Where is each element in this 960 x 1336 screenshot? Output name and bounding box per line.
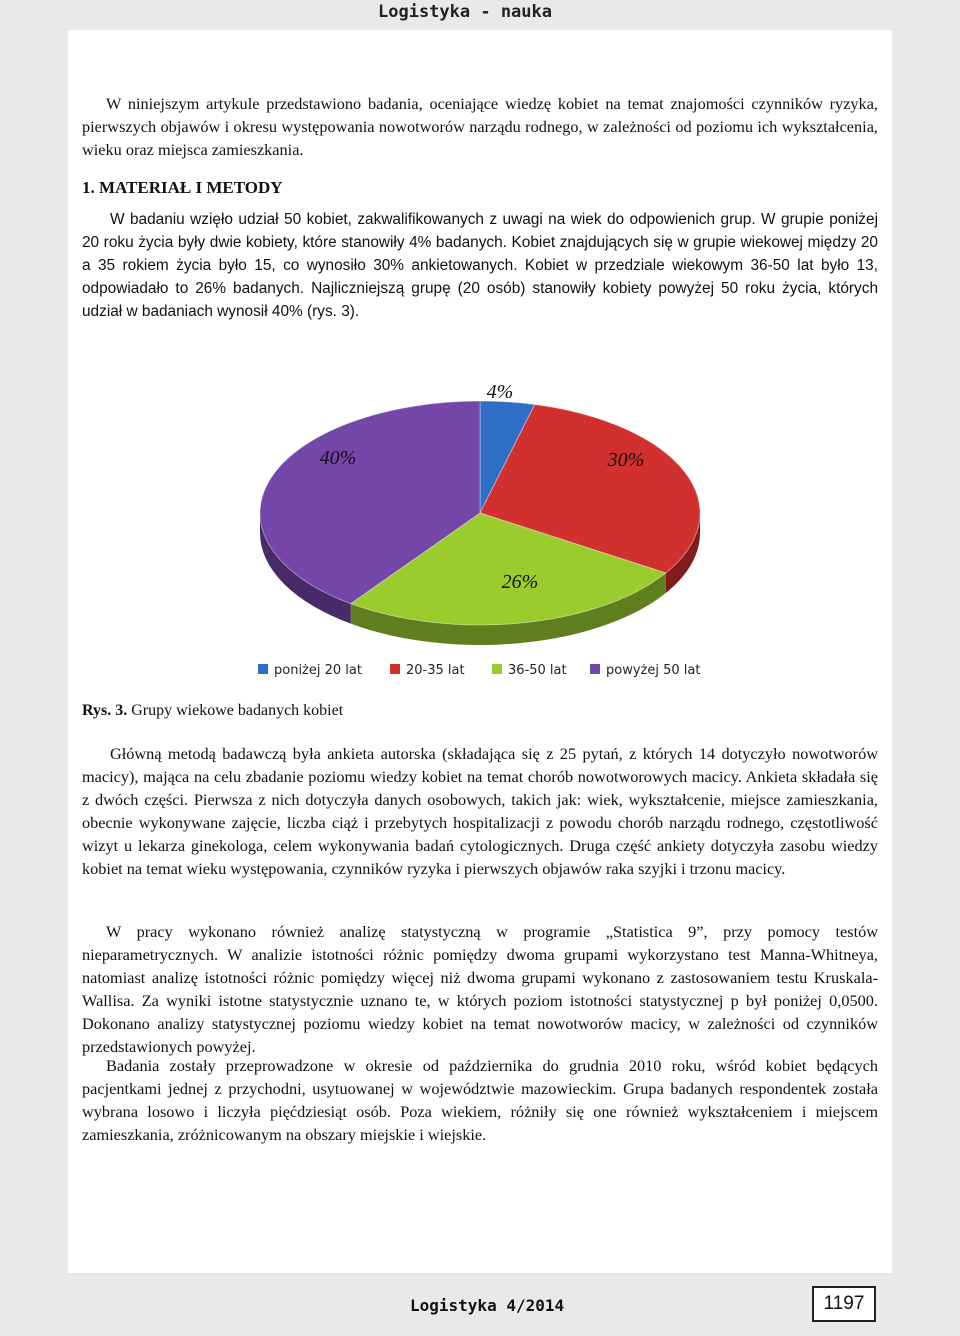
pie-data-label-0: 4% <box>486 381 514 403</box>
pie-data-label-2: 26% <box>501 571 539 593</box>
legend-label-0: poniżej 20 lat <box>274 663 362 678</box>
methods-paragraph: W badaniu wzięło udział 50 kobiet, zakwalifikowanych z uwagi na wiek do odpowienich grup. W grupie poniżej 20 roku życia były dwie kobiety, które stanowiły 4% badanych. Kobiet znajdujących się w grupie wiekowej między 20 a 35 rokiem życia było 15, co wynosiło 30% ankietowanych. Kobiet w przedziale wiekowym 36-50 lat było 13, odpowiadało to 26% badanych. Najliczniejszą grupę (20 osób) stanowiły kobiety powyżej 50 roku życia, których udział w badaniach wynosił 40% (rys. 3). <box>82 211 878 320</box>
pie-data-label-3: 40% <box>319 447 357 469</box>
pie-data-label-1: 30% <box>607 449 645 471</box>
body-paragraph-2: W pracy wykonano również analizę statystyczną w programie „Statistica 9”, przy pomocy testów nieparametrycznych. W analizie istotności różnic pomiędzy dwoma grupami wykorzystano test Manna-Whitneya, natomiast analizę istotności różnic pomiędzy więcej niż dwoma grupami wykonano z zastosowaniem testu Kruskala-Wallisa. Za wyniki istotne statystycznie uznano te, w których poziom istotności statystycznej p był poniżej 0,0500. Dokonano analizy statystycznej poziomu wiedzy kobiet na temat nowotworów macicy, w zależności od czynników przedstawionych powyżej. <box>82 922 878 1056</box>
intro-paragraph: W niniejszym artykule przedstawiono badania, oceniające wiedzę kobiet na temat znajomości czynników ryzyka, pierwszych objawów i okresu występowania nowotworów narządu rodnego, w zależności od poziomu ich wykształcenia, wieku oraz miejsca zamieszkania. <box>82 94 878 159</box>
caption-label: Rys. 3. <box>82 702 128 719</box>
body-paragraph-3: Badania zostały przeprowadzone w okresie od października do grudnia 2010 roku, wśród kobiet będących pacjentkami jednej z przychodni, usytuowanej w województwie mazowieckim. Grupa badanych respondentek została wybrana losowo i liczyła pięćdziesiąt osób. Poza wiekiem, różniły się one również wykształceniem i miejscem zamieszkania, zróżnicowanym na obszary miejskie i wiejskie. <box>82 1056 878 1144</box>
body-paragraph-1: Główną metodą badawczą była ankieta autorska (składająca się z 25 pytań, z których 14 dotyczyło nowotworów macicy), mająca na celu zbadanie poziomu wiedzy kobiet na temat chorób nowotworowych macicy. Ankieta składała się z dwóch części. Pierwsza z nich dotyczyła danych osobowych, takich jak: wiek, wykształcenie, miejsce zamieszkania, obecnie wykonywane zajęcie, liczba ciąż i przebytych hospitalizacji z powodu chorób narządu rodnego, częstotliwość wizyt u lekarza ginekologa, celem wykonywania badań cytologicznych. Druga część ankiety dotyczyła zasobu wiedzy kobiet na temat wieku występowania, czynników ryzyka i pierwszych objawów raka szyjki i trzonu macicy. <box>82 744 878 878</box>
legend-label-2: 36-50 lat <box>508 663 567 678</box>
legend-swatch-0 <box>258 664 268 674</box>
running-header <box>0 0 960 28</box>
footer-journal-issue: Logistyka 4/2014 <box>410 1296 565 1315</box>
caption-text: Grupy wiekowe badanych kobiet <box>127 702 344 719</box>
legend-swatch-3 <box>590 664 600 674</box>
journal-section-title: Logistyka - nauka <box>378 2 552 22</box>
legend-swatch-2 <box>492 664 502 674</box>
page-number: 1197 <box>812 1286 876 1322</box>
legend-label-3: powyżej 50 lat <box>606 663 701 678</box>
section-heading: 1. MATERIAŁ I METODY <box>82 178 283 197</box>
figure-caption <box>82 702 343 720</box>
age-groups-pie-chart <box>230 378 730 688</box>
legend-swatch-1 <box>390 664 400 674</box>
legend-label-1: 20-35 lat <box>406 663 465 678</box>
